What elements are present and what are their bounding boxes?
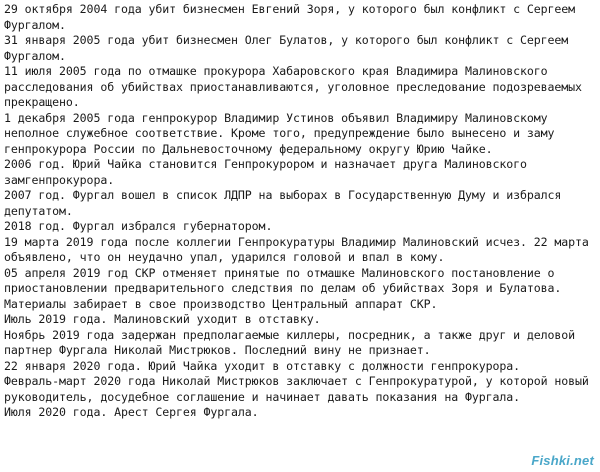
paragraph: 11 июля 2005 года по отмашке прокурора Хабаровского края Владимира Малиновского расследования об убийствах приостанавливаются, уголовное преследование подозреваемых прекращено. xyxy=(4,64,582,109)
watermark-logo: Fishki.net xyxy=(531,453,594,468)
paragraph: 19 марта 2019 года после коллегии Генпрокуратуры Владимир Малиновский исчез. 22 марта объявлено, что он неудачно упал, ударился головой и впал в кому. xyxy=(4,234,589,264)
paragraph: Июль 2019 года. Малиновский уходит в отставку. xyxy=(4,312,321,326)
paragraph: Июля 2020 года. Арест Сергея Фургала. xyxy=(4,405,259,419)
paragraph: 2018 год. Фургал избрался губернатором. xyxy=(4,219,273,233)
paragraph: 31 января 2005 года убит бизнесмен Олег Булатов, у которого был конфликт с Сергеем Фургалом. xyxy=(4,33,569,63)
paragraph: 2007 год. Фургал вошел в список ЛДПР на выборах в Государственную Думу и избрался депутатом. xyxy=(4,188,562,218)
paragraph: Ноябрь 2019 года задержан предполагаемые киллеры, посредник, а также друг и деловой партнер Фургала Николай Мистрюков. Последний вину не признает. xyxy=(4,327,576,357)
paragraph: 05 апреля 2019 год СКР отменяет принятые по отмашке Малиновского постановление о приостановлении предварительного следствия по делам об убийствах Зоря и Булатова. Материалы забирает в свое производство Центральный аппарат СКР. xyxy=(4,265,562,311)
paragraph: 22 января 2020 года. Юрий Чайка уходит в отставку с должности генпрокурора. xyxy=(4,358,521,373)
document-body xyxy=(4,2,596,421)
paragraph: 29 октября 2004 года убит бизнесмен Евгений Зоря, у которого был конфликт с Сергеем Фургалом. xyxy=(4,2,576,32)
paragraph: 1 декабря 2005 года генпрокурор Владимир Устинов объявил Владимиру Малиновскому неполное служебное соответствие. Кроме того, предупреждение было вынесено и заму генпрокурора России по Дальневосточному федеральному округу Юрию Чайке. xyxy=(4,110,555,156)
paragraph: 2006 год. Юрий Чайка становится Генпрокурором и назначает друга Малиновского замгенпрокурора. xyxy=(4,157,527,187)
paragraph: Февраль-март 2020 года Николай Мистрюков заключает с Генпрокуратурой, у которой новый руководитель, досудебное соглашение и начинает давать показания на Фургала. xyxy=(4,374,589,404)
